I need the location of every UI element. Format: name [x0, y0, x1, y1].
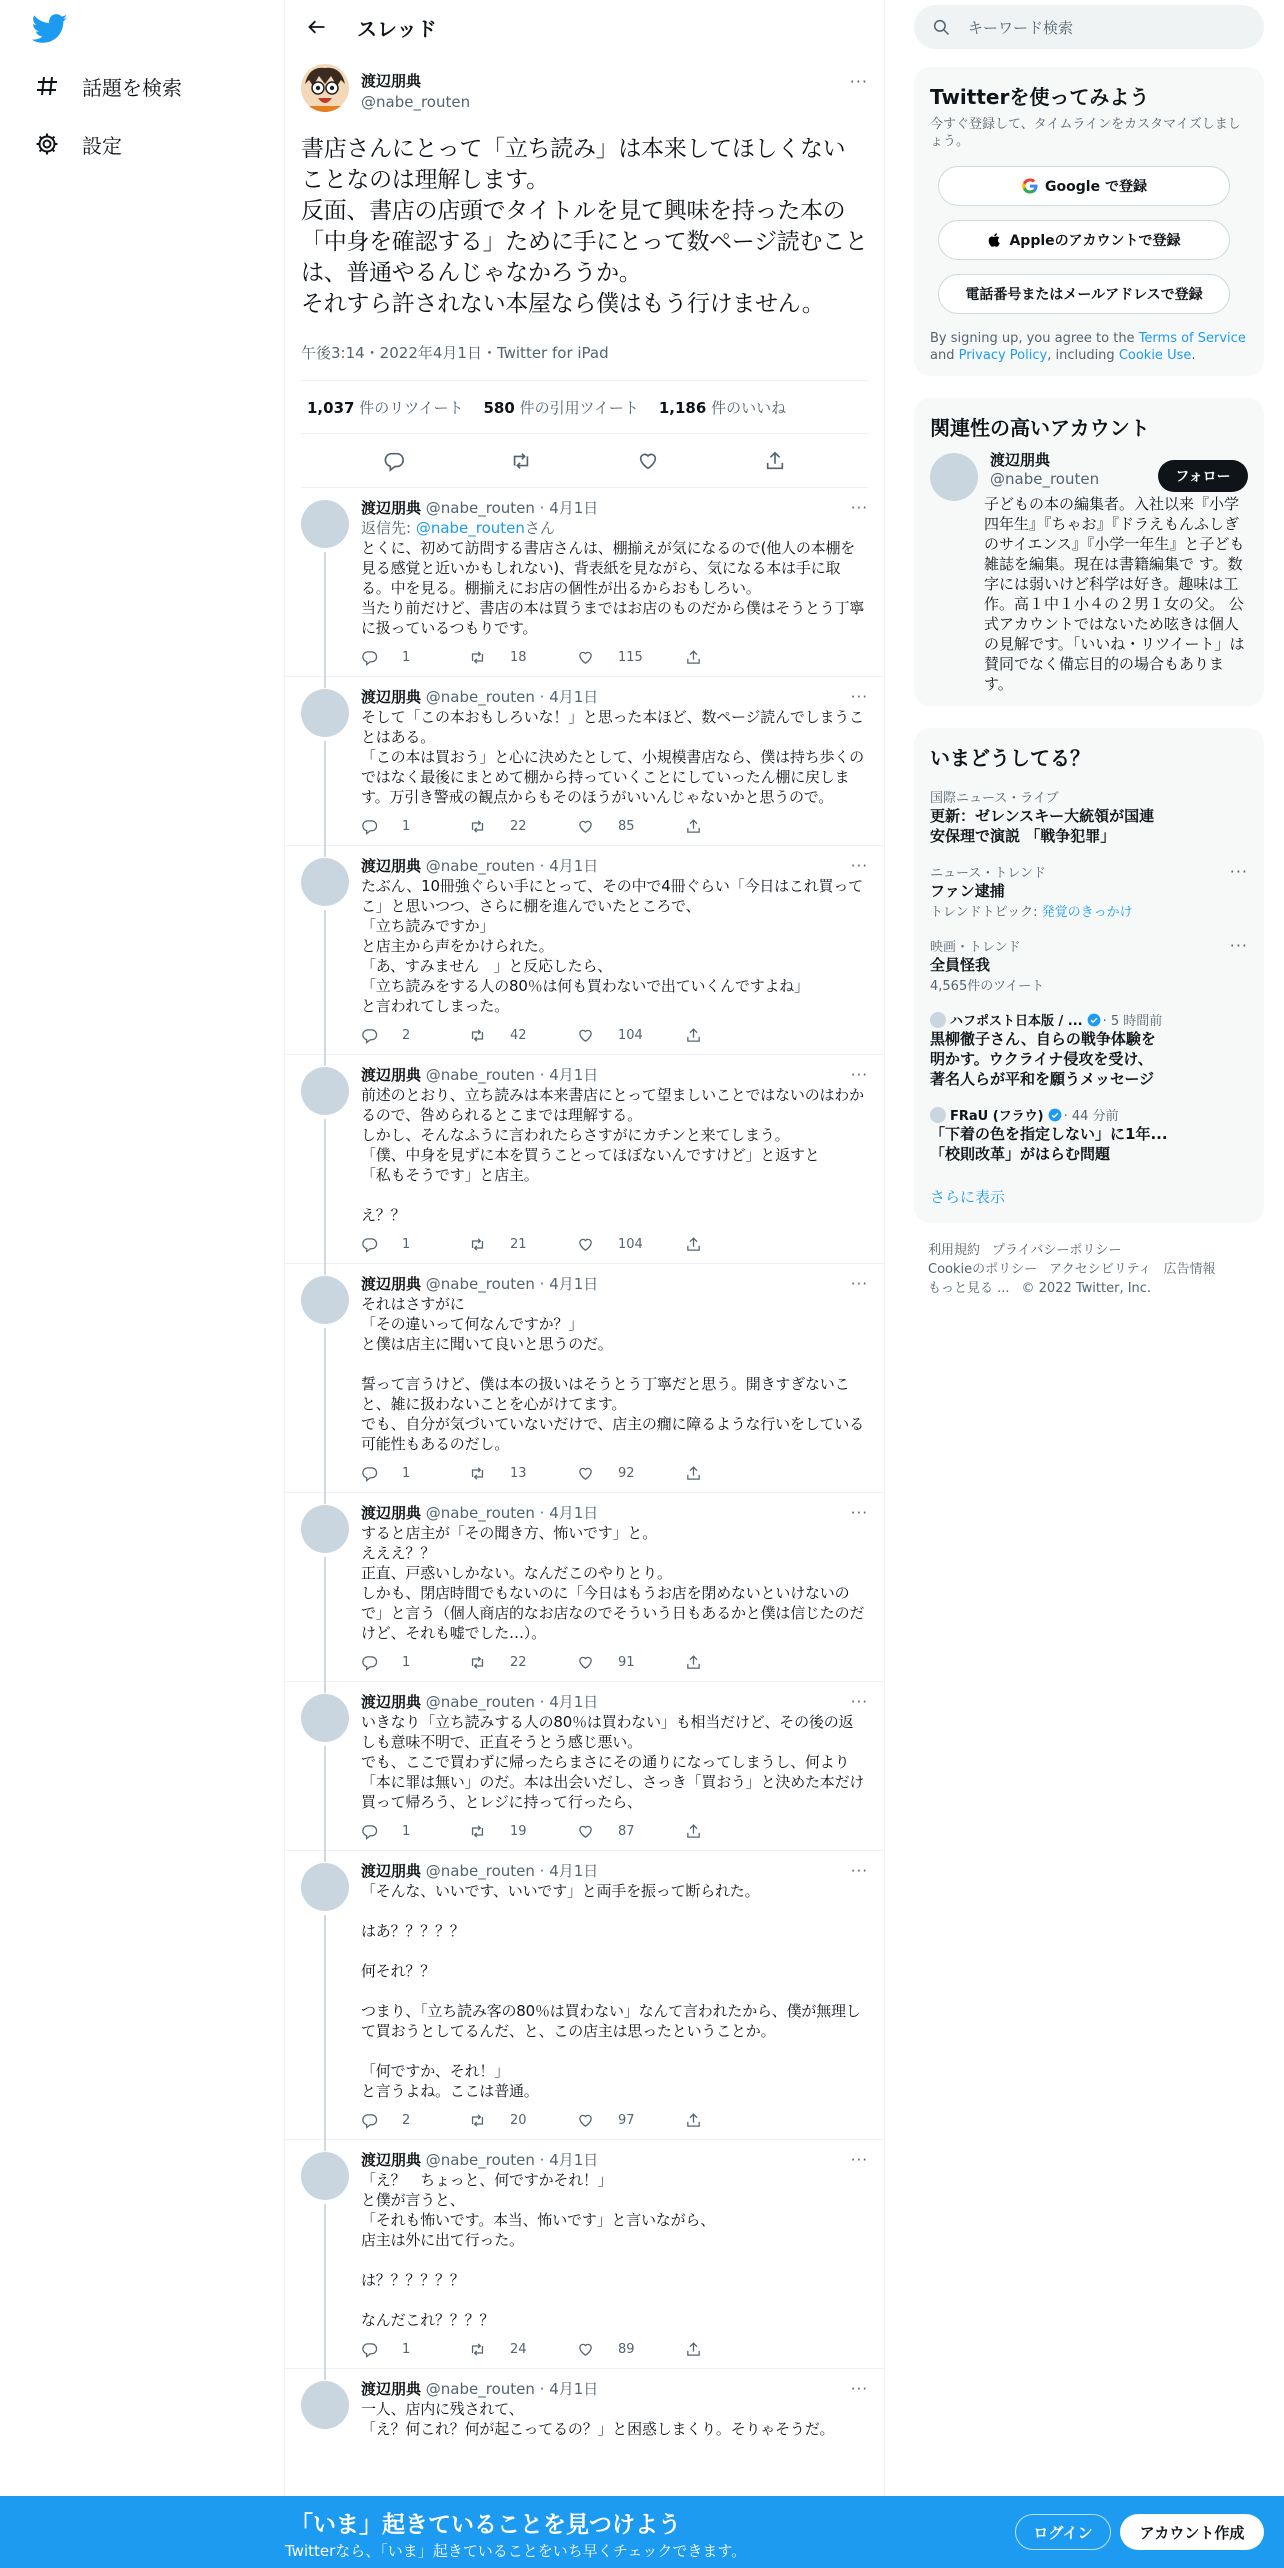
- reply-text: すると店主が「その聞き方、怖いです」と。 えええ？？ 正直、戸惑いしかない。なんだこのやりとり。 しかも、閉店時間でもないのに「今日はもうお店を閉めないといけないので」と言う（個人商店的なお店なのでそういう日もあるかと僕は信じたのだけど、それも嘘でした…）。: [361, 1524, 865, 1642]
- retweet-count: 13: [510, 1465, 527, 1481]
- signup-terms: By signing up, you agree to the Terms of Service and Privacy Policy, including Cookie Use.: [930, 331, 1246, 363]
- share-icon: [685, 1823, 714, 1840]
- reply-text: 「そんな、いいです、いいです」と両手を振って断られた。 はあ？？？？？ 何それ？？ つまり、「立ち読み客の80％は買わない」なんて言われたから、僕が無理して買おうとしてるんだ、と、この店主は思ったということか。 「何ですか、それ！」 と言うよね。ここは普通。: [361, 1882, 861, 2100]
- retweet-button[interactable]: [469, 649, 577, 666]
- share-button[interactable]: [685, 1027, 793, 1044]
- reply-text: 「え？ ちょっと、何ですかそれ！」 と僕が言うと、 「それも怖いです。本当、怖いです」と言いながら、 店主は外に出て行った。 は？？？？？？ なんだこれ？？？？: [361, 2171, 716, 2329]
- reply-author-handle[interactable]: @nabe_routen: [425, 1862, 535, 1880]
- reply-button[interactable]: [361, 818, 469, 835]
- reply-icon: [361, 1654, 390, 1671]
- share-button[interactable]: [685, 818, 793, 835]
- reply-icon: [361, 2112, 390, 2129]
- reply-author-handle[interactable]: @nabe_routen: [425, 1066, 535, 1084]
- reply-date[interactable]: · 4月1日: [539, 1504, 599, 1522]
- like-button[interactable]: [577, 1027, 685, 1044]
- reply-icon: [361, 1823, 390, 1840]
- privacy-policy-link[interactable]: Privacy Policy: [958, 348, 1048, 363]
- reply-icon: [361, 1236, 390, 1253]
- retweet-icon: [469, 649, 498, 666]
- trend-item[interactable]: [928, 779, 1250, 854]
- trend-title: 更新：ゼレンスキー大統領が国連 安保理で演説 「戦争犯罪」: [930, 807, 1155, 845]
- like-icon: [577, 1465, 606, 1482]
- avatar[interactable]: [301, 1694, 349, 1742]
- reply-actions: [361, 1016, 868, 1054]
- reply-actions: [361, 807, 868, 845]
- reply-icon[interactable]: [374, 441, 414, 481]
- show-more-link[interactable]: さらに表示: [930, 1188, 1006, 1206]
- reply-actions: [361, 1812, 868, 1850]
- avatar[interactable]: [301, 2381, 349, 2429]
- reply-list: [285, 488, 884, 2500]
- reply-count: 1: [402, 1654, 411, 1670]
- reply-tweet[interactable]: [285, 1055, 884, 1264]
- like-icon: [577, 2112, 606, 2129]
- reply-author-handle[interactable]: @nabe_routen: [425, 2380, 535, 2398]
- thread-line: [324, 552, 326, 688]
- reply-date[interactable]: · 4月1日: [539, 688, 599, 706]
- like-button[interactable]: [577, 2112, 685, 2129]
- cookie-use-link[interactable]: Cookie Use: [1118, 348, 1192, 363]
- reply-button[interactable]: [361, 1654, 469, 1671]
- more-options-icon[interactable]: ···: [850, 1275, 868, 1293]
- footer-link[interactable]: 利用規約: [928, 1243, 981, 1258]
- like-button[interactable]: [577, 2341, 685, 2358]
- search-icon: [932, 18, 950, 36]
- retweet-icon: [469, 1654, 498, 1671]
- retweet-count: 22: [510, 818, 527, 834]
- source-avatar: [930, 1107, 946, 1123]
- footer-link[interactable]: プライバシーポリシー: [992, 1243, 1122, 1258]
- trend-topic-link[interactable]: 発覚のきっかけ: [1041, 905, 1133, 920]
- reply-count: 2: [402, 1027, 411, 1043]
- tweet-actions: [301, 434, 868, 488]
- apple-signup-label: Appleのアカウントで登録: [1009, 233, 1181, 249]
- more-options-icon[interactable]: ···: [850, 1504, 868, 1522]
- retweet-button[interactable]: [469, 2341, 577, 2358]
- reply-actions: [361, 1454, 868, 1492]
- reply-author-handle[interactable]: @nabe_routen: [425, 1504, 535, 1522]
- thread-line: [324, 1119, 326, 1275]
- nav-settings-label: 設定: [82, 133, 122, 158]
- reply-icon: [361, 1027, 390, 1044]
- reply-button[interactable]: [361, 1465, 469, 1482]
- reply-author-handle[interactable]: @nabe_routen: [425, 1693, 535, 1711]
- thread-line: [324, 1557, 326, 1693]
- reply-author-handle[interactable]: @nabe_routen: [425, 857, 535, 875]
- login-prompt-bar: [0, 2496, 1284, 2568]
- focal-tweet: [285, 54, 884, 488]
- reply-count: 1: [402, 818, 411, 834]
- retweet-count: 24: [510, 2341, 527, 2357]
- terms-of-service-link[interactable]: Terms of Service: [1138, 331, 1246, 346]
- avatar[interactable]: [301, 64, 349, 112]
- hashtag-icon: [34, 73, 60, 99]
- reply-to-line: 返信先: @nabe_routenさん: [361, 519, 555, 537]
- reply-to-handle[interactable]: @nabe_routen: [415, 519, 525, 537]
- reply-count: 1: [402, 1236, 411, 1252]
- share-button[interactable]: [685, 649, 793, 666]
- footer-links: [928, 1241, 1250, 1298]
- copyright: © 2022 Twitter, Inc.: [1021, 1281, 1152, 1296]
- thread-line: [324, 1915, 326, 2151]
- signup-subtitle: 今すぐ登録して、タイムラインをカスタマイズしましょう。: [930, 117, 1241, 149]
- share-icon: [685, 1236, 714, 1253]
- reply-count: 1: [402, 1465, 411, 1481]
- bottombar-subtext: Twitterなら、「いま」起きていることをいち早くチェックできます。: [285, 2542, 747, 2560]
- retweet-button[interactable]: [469, 1465, 577, 1482]
- tweet-stats: [301, 380, 868, 434]
- reply-actions: [361, 638, 868, 676]
- retweet-icon: [469, 1236, 498, 1253]
- retweet-button[interactable]: [469, 1027, 577, 1044]
- trend-topic: トレンドトピック: 発覚のきっかけ: [930, 905, 1133, 920]
- reply-date[interactable]: · 4月1日: [539, 499, 599, 517]
- like-count: 97: [618, 2112, 635, 2128]
- retweet-button[interactable]: [469, 1236, 577, 1253]
- like-icon: [577, 649, 606, 666]
- related-account-bio: 子どもの本の編集者。入社以来『小学四年生』『ちゃお』『ドラえもんふしぎのサイエンス』『小学一年生』と子ども雑誌を編集。現在は書籍編集で す。数字には弱いけど科学は好き。趣味は工作。高１中１小４の２男１女の父。 公式アカウントではないため呟きは個人の見解です。「いいね・リツイート」は賛同でなく備忘目的の場合もあります。: [984, 495, 1245, 693]
- reply-author-name[interactable]: 渡辺朋典: [361, 1066, 422, 1084]
- share-button[interactable]: [685, 1654, 793, 1671]
- reply-author-name[interactable]: 渡辺朋典: [361, 2151, 422, 2169]
- share-icon: [685, 649, 714, 666]
- author-handle[interactable]: @nabe_routen: [361, 93, 471, 111]
- bottombar-headline: 「いま」起きていることを見つけよう: [290, 2512, 681, 2538]
- left-navigation: [0, 0, 285, 2568]
- more-options-icon[interactable]: ···: [850, 1693, 868, 1711]
- news-source: ハフポスト日本版 / ...: [950, 1014, 1083, 1029]
- page-title: スレッド: [357, 16, 437, 41]
- reply-author-name[interactable]: 渡辺朋典: [361, 1862, 422, 1880]
- retweet-icon: [469, 2112, 498, 2129]
- reply-tweet[interactable]: [285, 1264, 884, 1493]
- reply-actions: [361, 2330, 868, 2368]
- like-button[interactable]: [577, 818, 685, 835]
- trend-category: 国際ニュース・ライブ: [930, 791, 1059, 806]
- twitter-bird-icon[interactable]: [32, 14, 68, 44]
- like-icon: [577, 1823, 606, 1840]
- news-title: 「下着の色を指定しない」に1年... 「校則改革」がはらむ問題: [930, 1125, 1168, 1163]
- retweet-button[interactable]: [469, 2112, 577, 2129]
- avatar[interactable]: [301, 1276, 349, 1324]
- reply-actions: [361, 1225, 868, 1263]
- reply-text: 前述のとおり、立ち読みは本来書店にとって望ましいことではないのはわかるので、咎められるとこまでは理解する。 しかし、そんなふうに言われたらさすがにカチンと来てしまう。 「僕、中身を見ずに本を買うことってほぼないんですけど」と返すと 「私もそうです」と店主。 え？？: [361, 1086, 864, 1224]
- reply-author-handle[interactable]: @nabe_routen: [425, 499, 535, 517]
- share-icon: [685, 1027, 714, 1044]
- signup-button[interactable]: アカウント作成: [1120, 2514, 1264, 2550]
- reply-author-name[interactable]: 渡辺朋典: [361, 1275, 422, 1293]
- nav-settings[interactable]: [34, 124, 122, 164]
- retweet-icon: [469, 818, 498, 835]
- verified-badge-icon: [1087, 1013, 1101, 1027]
- signup-title: Twitterを使ってみよう: [930, 85, 1150, 109]
- trend-title: 全員怪我: [930, 956, 991, 974]
- like-icon: [577, 818, 606, 835]
- news-item[interactable]: [928, 1002, 1250, 1097]
- apple-signup-button[interactable]: [938, 220, 1230, 260]
- trend-category: 映画・トレンド: [930, 940, 1021, 955]
- reply-icon: [361, 2341, 390, 2358]
- share-icon[interactable]: [755, 441, 795, 481]
- retweet-button[interactable]: [469, 1654, 577, 1671]
- related-account-handle: @nabe_routen: [990, 470, 1100, 488]
- like-count: 115: [618, 649, 643, 665]
- reply-tweet[interactable]: [285, 488, 884, 677]
- share-button[interactable]: [685, 1236, 793, 1253]
- search-input[interactable]: [914, 5, 1264, 49]
- share-button[interactable]: [685, 1465, 793, 1482]
- more-options-icon[interactable]: ···: [1229, 862, 1248, 881]
- reply-date[interactable]: · 4月1日: [539, 1066, 599, 1084]
- reply-author-handle[interactable]: @nabe_routen: [425, 2151, 535, 2169]
- footer-link[interactable]: Cookieのポリシー: [928, 1262, 1038, 1277]
- like-button[interactable]: [577, 1465, 685, 1482]
- reply-icon: [361, 649, 390, 666]
- reply-date[interactable]: · 4月1日: [539, 2151, 599, 2169]
- footer-link[interactable]: 広告情報: [1163, 1262, 1216, 1277]
- more-options-icon[interactable]: ···: [850, 1862, 868, 1880]
- reply-author-name[interactable]: 渡辺朋典: [361, 1693, 422, 1711]
- share-button[interactable]: [685, 2112, 793, 2129]
- thread-line: [324, 1328, 326, 1504]
- reply-tweet[interactable]: [285, 2140, 884, 2369]
- related-accounts-card: [914, 398, 1264, 706]
- more-options-icon[interactable]: ···: [850, 688, 868, 706]
- trend-item[interactable]: [928, 854, 1250, 928]
- reply-icon: [361, 1465, 390, 1482]
- reply-tweet[interactable]: [285, 1851, 884, 2140]
- reply-count: 1: [402, 2341, 411, 2357]
- thread-line: [324, 2204, 326, 2380]
- nav-explore[interactable]: [34, 66, 182, 106]
- avatar[interactable]: [301, 689, 349, 737]
- signup-card: [914, 67, 1264, 376]
- trend-item[interactable]: [928, 928, 1250, 1002]
- reply-button[interactable]: [361, 2112, 469, 2129]
- avatar[interactable]: [930, 453, 978, 501]
- share-icon: [685, 2341, 714, 2358]
- news-time: · 44 分前: [1063, 1109, 1119, 1124]
- retweet-button[interactable]: [469, 1823, 577, 1840]
- more-options-icon[interactable]: ···: [850, 2151, 868, 2169]
- share-button[interactable]: [685, 1823, 793, 1840]
- share-icon: [685, 818, 714, 835]
- retweet-icon: [469, 1027, 498, 1044]
- like-button[interactable]: [577, 1654, 685, 1671]
- retweet-count: 19: [510, 1823, 527, 1839]
- reply-author-name[interactable]: 渡辺朋典: [361, 499, 422, 517]
- like-count-link[interactable]: 1,186 件のいいね: [658, 398, 787, 417]
- follow-button[interactable]: フォロー: [1158, 460, 1248, 492]
- trend-category: ニュース・トレンド: [930, 866, 1047, 881]
- like-button[interactable]: [577, 1823, 685, 1840]
- author-name[interactable]: 渡辺朋典: [361, 72, 422, 90]
- like-button[interactable]: [577, 1236, 685, 1253]
- more-options-icon[interactable]: ···: [850, 499, 868, 517]
- reply-actions: [361, 1643, 868, 1681]
- reply-text: それはさすがに 「その違いって何なんですか？」 と僕は店主に聞いて良いと思うのだ。 誓って言うけど、僕は本の扱いはそうとう丁寧だと思う。開きすぎないこと、雑に扱わないことを心がけてます。 でも、自分が気づいていないだけで、店主の癇に障るような行いをしている可能性もあるのだし。: [361, 1295, 864, 1453]
- retweet-button[interactable]: [469, 818, 577, 835]
- reply-tweet[interactable]: [285, 677, 884, 846]
- retweet-count: 21: [510, 1236, 527, 1252]
- reply-text: そして「この本おもしろいな！」と思った本ほど、数ページ読んでしまうことはある。 「この本は買おう」と心に決めたとして、小規模書店なら、僕は持ち歩くのではなく最後にまとめて棚から持っていくことにしていったん棚に戻します。万引き警戒の観点からもそのほうがいいんじゃないかと思うので。: [361, 708, 864, 806]
- reply-text: たぶん、10冊強ぐらい手にとって、その中で4冊ぐらい「今日はこれ買ってこ」と思いつつ、さらに棚を進んでいたところで、 「立ち読みですか」 と店主から声をかけられた。 「あ、すみません 」と反応したら、 「立ち読みをする人の80％は何も買わないで出ていくんですよね」 と言われてしまった。: [361, 877, 863, 1015]
- google-signup-button[interactable]: [938, 166, 1230, 206]
- retweet-count: 42: [510, 1027, 527, 1043]
- news-time: · 5 時間前: [1102, 1014, 1163, 1029]
- trend-title: ファン逮捕: [930, 882, 1005, 900]
- trend-tweet-count: 4,565件のツイート: [930, 979, 1045, 994]
- avatar[interactable]: [301, 858, 349, 906]
- reply-date[interactable]: · 4月1日: [539, 857, 599, 875]
- retweet-icon: [469, 1823, 498, 1840]
- avatar[interactable]: [301, 1863, 349, 1911]
- share-button[interactable]: [685, 2341, 793, 2358]
- like-icon: [577, 1654, 606, 1671]
- like-icon: [577, 1236, 606, 1253]
- thread-line: [324, 741, 326, 857]
- tweet-timestamp[interactable]: 午後3:14・2022年4月1日・Twitter for iPad: [301, 344, 609, 362]
- avatar[interactable]: [301, 2152, 349, 2200]
- avatar[interactable]: [301, 1067, 349, 1115]
- reply-author-name[interactable]: 渡辺朋典: [361, 688, 422, 706]
- quote-count-link[interactable]: 580 件の引用ツイート: [483, 398, 639, 417]
- reply-author-handle[interactable]: @nabe_routen: [425, 688, 535, 706]
- reply-author-name[interactable]: 渡辺朋典: [361, 857, 422, 875]
- phone-email-signup-button[interactable]: [938, 274, 1230, 314]
- thread-line: [324, 1746, 326, 1862]
- gear-icon: [34, 131, 60, 157]
- reply-date[interactable]: · 4月1日: [539, 2380, 599, 2398]
- like-icon: [577, 1027, 606, 1044]
- search-placeholder: キーワード検索: [968, 18, 1074, 37]
- nav-explore-label: 話題を検索: [82, 75, 182, 100]
- reply-date[interactable]: · 4月1日: [539, 1693, 599, 1711]
- more-options-icon[interactable]: ···: [1229, 936, 1248, 955]
- more-options-icon[interactable]: ···: [849, 72, 868, 91]
- reply-text: 一人、店内に残されて、 「え？何これ？何が起こってるの？」と困惑しまくり。そりゃそうだ。: [361, 2400, 835, 2438]
- thread-line: [324, 910, 326, 1066]
- more-options-icon[interactable]: ···: [850, 857, 868, 875]
- footer-link[interactable]: もっと見る ...: [928, 1281, 1010, 1296]
- thread-header: [285, 0, 884, 54]
- reply-count: 2: [402, 2112, 411, 2128]
- tweet-text: 書店さんにとって「立ち読み」は本来してほしくないことなのは理解します。 反面、書店の店頭でタイトルを見て興味を持った本の「中身を確認する」ために手にとって数ページ読むことは、普通やるんじゃなかろうか。 それすら許されない本屋なら僕はもう行けません。: [301, 136, 868, 317]
- retweet-icon[interactable]: [501, 441, 541, 481]
- reply-tweet[interactable]: [285, 2369, 884, 2500]
- reply-author-handle[interactable]: @nabe_routen: [425, 1275, 535, 1293]
- reply-date[interactable]: · 4月1日: [539, 1862, 599, 1880]
- reply-actions: [361, 2101, 868, 2139]
- like-count: 85: [618, 818, 635, 834]
- google-signup-label: Google で登録: [1045, 179, 1147, 195]
- more-options-icon[interactable]: ···: [850, 1066, 868, 1084]
- phone-email-signup-label: 電話番号またはメールアドレスで登録: [965, 287, 1203, 303]
- avatar[interactable]: [301, 1505, 349, 1553]
- related-account-name[interactable]: 渡辺朋典: [990, 451, 1051, 469]
- reply-button[interactable]: [361, 1027, 469, 1044]
- reply-button[interactable]: [361, 2341, 469, 2358]
- news-item[interactable]: [928, 1097, 1250, 1172]
- like-count: 92: [618, 1465, 635, 1481]
- main-column: [285, 0, 885, 2568]
- reply-author-name[interactable]: 渡辺朋典: [361, 2380, 422, 2398]
- reply-author-name[interactable]: 渡辺朋典: [361, 1504, 422, 1522]
- reply-tweet[interactable]: [285, 846, 884, 1055]
- retweet-count-link[interactable]: 1,037 件のリツイート: [307, 398, 464, 417]
- arrow-left-icon[interactable]: [303, 13, 331, 41]
- avatar[interactable]: [301, 500, 349, 548]
- like-button[interactable]: [577, 649, 685, 666]
- verified-badge-icon: [1048, 1108, 1062, 1122]
- like-count: 104: [618, 1236, 643, 1252]
- source-avatar: [930, 1012, 946, 1028]
- reply-icon: [361, 818, 390, 835]
- retweet-count: 22: [510, 1654, 527, 1670]
- share-icon: [685, 1465, 714, 1482]
- share-icon: [685, 2112, 714, 2129]
- right-sidebar: [914, 0, 1264, 1316]
- like-count: 91: [618, 1654, 635, 1670]
- reply-button[interactable]: [361, 1236, 469, 1253]
- trends-title: いまどうしてる？: [930, 746, 1090, 770]
- like-icon: [577, 2341, 606, 2358]
- retweet-count: 20: [510, 2112, 527, 2128]
- news-source: FRaU (フラウ): [950, 1109, 1044, 1124]
- reply-button[interactable]: [361, 1823, 469, 1840]
- google-icon: [1021, 177, 1039, 195]
- reply-button[interactable]: [361, 649, 469, 666]
- like-count: 87: [618, 1823, 635, 1839]
- reply-count: 1: [402, 649, 411, 665]
- like-count: 89: [618, 2341, 635, 2357]
- login-button[interactable]: ログイン: [1015, 2514, 1111, 2550]
- related-title: 関連性の高いアカウント: [930, 416, 1150, 440]
- like-count: 104: [618, 1027, 643, 1043]
- more-options-icon[interactable]: ···: [850, 2380, 868, 2398]
- retweet-icon: [469, 2341, 498, 2358]
- retweet-count: 18: [510, 649, 527, 665]
- reply-count: 1: [402, 1823, 411, 1839]
- news-title: 黒柳徹子さん、自らの戦争体験を 明かす。ウクライナ侵攻を受け、 著名人らが平和を願うメッセージ: [930, 1030, 1156, 1088]
- share-icon: [685, 1654, 714, 1671]
- retweet-icon: [469, 1465, 498, 1482]
- reply-date[interactable]: · 4月1日: [539, 1275, 599, 1293]
- reply-text: いきなり「立ち読みする人の80％は買わない」も相当だけど、その後の返しも意味不明で、正直そうとう感じ悪い。 でも、ここで買わずに帰ったらまさにその通りになってしまうし、何より「本に罪は無い」のだ。本は出会いだし、さっき「買おう」と決めた本だけ買って帰ろう、とレジに持って行ったら、: [361, 1713, 865, 1811]
- like-icon[interactable]: [628, 441, 668, 481]
- trends-card: [914, 728, 1264, 1223]
- footer-link[interactable]: アクセシビリティ: [1049, 1262, 1152, 1277]
- reply-tweet[interactable]: [285, 1493, 884, 1682]
- reply-text: とくに、初めて訪問する書店さんは、棚揃えが気になるので(他人の本棚を見る感覚と近いかもしれない)、背表紙を見ながら、気になる本は手に取る。中を見る。棚揃えにお店の個性が出るからおもしろい。 当たり前だけど、書店の本は買うまではお店のものだから僕はそうとう丁寧に扱っているつもりです。: [361, 539, 865, 637]
- reply-tweet[interactable]: [285, 1682, 884, 1851]
- apple-icon: [987, 231, 1003, 249]
